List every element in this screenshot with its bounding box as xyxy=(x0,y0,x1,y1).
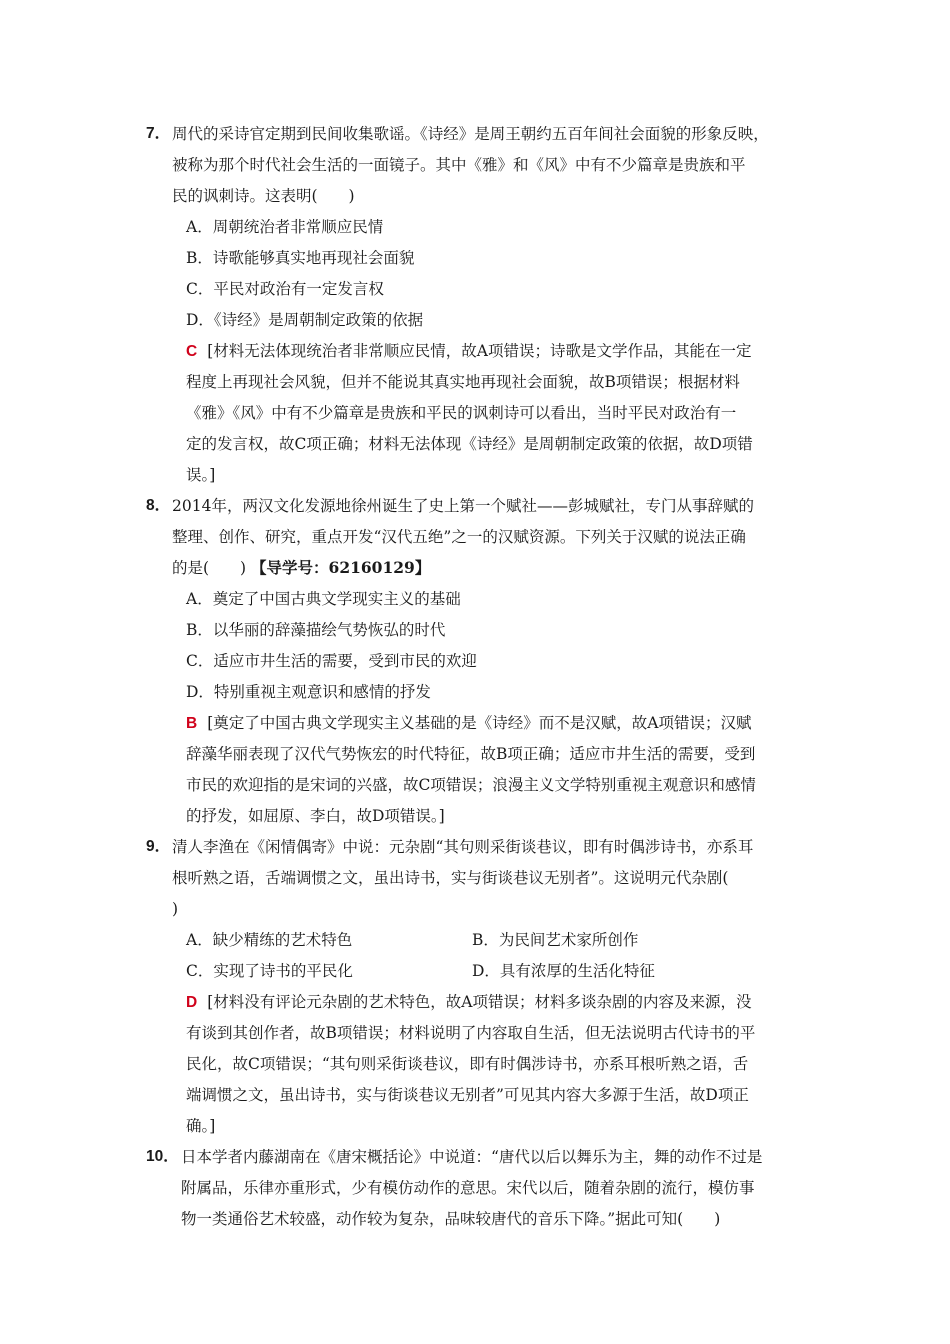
question-stem-line: 清人李渔在《闲情偶寄》中说：元杂剧“其句则采街谈巷议，即有时偶涉诗书，亦系耳 xyxy=(172,838,754,856)
question-stem-text: 的是( ) xyxy=(172,559,247,577)
question-stem-line: 根听熟之语，舌端调惯之文，虽出诗书，实与街谈巷议无别者”。这说明元代杂剧( xyxy=(172,869,729,887)
option-c: C．平民对政治有一定发言权 xyxy=(186,280,384,298)
answer-letter: D xyxy=(186,994,198,1011)
question-stem-line: 2014年，两汉文化发源地徐州诞生了史上第一个赋社——彭城赋社，专门从事辞赋的 xyxy=(172,497,754,515)
option-b: B．为民间艺术家所创作 xyxy=(472,931,639,949)
option-b: B．以华丽的辞藻描绘气势恢弘的时代 xyxy=(186,621,446,639)
answer-letter: C xyxy=(186,343,198,360)
explanation-line: 确。] xyxy=(186,1117,216,1135)
explanation-text: [材料没有评论元杂剧的艺术特色，故A项错误；材料多谈杂剧的内容及来源，没 xyxy=(207,993,752,1011)
question-stem-line: 被称为那个时代社会生活的一面镜子。其中《雅》和《风》中有不少篇章是贵族和平 xyxy=(172,156,746,174)
option-a: A．周朝统治者非常顺应民情 xyxy=(186,218,384,236)
question-stem-line: 物一类通俗艺术较盛，动作较为复杂，品味较唐代的音乐下降。”据此可知( ) xyxy=(181,1210,721,1228)
explanation-line: 定的发言权，故C项正确；材料无法体现《诗经》是周朝制定政策的依据，故D项错 xyxy=(186,435,753,453)
question-stem-line: 附属品，乐律亦重形式，少有模仿动作的意思。宋代以后，随着杂剧的流行，模仿事 xyxy=(181,1179,755,1197)
option-d: D．特别重视主观意识和感情的抒发 xyxy=(186,683,431,701)
question-number: 8． xyxy=(146,497,171,514)
answer-letter: B xyxy=(186,715,198,732)
option-d: D．《诗经》是周朝制定政策的依据 xyxy=(186,311,424,329)
question-stem-line: ) xyxy=(172,900,179,918)
explanation-line-1 xyxy=(186,992,751,1013)
question-number: 10． xyxy=(146,1148,179,1165)
guide-code: 【导学号：62160129】 xyxy=(251,558,431,577)
option-a: A．缺少精练的艺术特色 xyxy=(186,931,353,949)
question-number: 9． xyxy=(146,838,171,855)
question-stem-line: 日本学者内藤湖南在《唐宋概括论》中说道：“唐代以后以舞乐为主，舞的动作不过是 xyxy=(181,1148,763,1166)
explanation-line: 《雅》《风》中有不少篇章是贵族和平民的讽刺诗可以看出，当时平民对政治有一 xyxy=(186,404,737,422)
explanation-line: 辞藻华丽表现了汉代气势恢宏的时代特征，故B项正确；适应市井生活的需要，受到 xyxy=(186,745,756,763)
explanation-text: [奠定了中国古典文学现实主义基础的是《诗经》而不是汉赋，故A项错误；汉赋 xyxy=(207,714,752,732)
option-b: B．诗歌能够真实地再现社会面貌 xyxy=(186,249,415,267)
explanation-text: [材料无法体现统治者非常顺应民情，故A项错误；诗歌是文学作品，其能在一定 xyxy=(207,342,752,360)
question-stem-line: 民的讽刺诗。这表明( ) xyxy=(172,187,355,205)
question-stem-line: 周代的采诗官定期到民间收集歌谣。《诗经》是周王朝约五百年间社会面貌的形象反映， xyxy=(172,125,769,143)
explanation-line: 的抒发，如屈原、李白，故D项错误。] xyxy=(186,807,445,825)
explanation-line: 市民的欢迎指的是宋词的兴盛，故C项错误；浪漫主义文学特别重视主观意识和感情 xyxy=(186,776,756,794)
option-c: C．实现了诗书的平民化 xyxy=(186,962,353,980)
explanation-line: 端调惯之文，虽出诗书，实与街谈巷议无别者”可见其内容大多源于生活，故D项正 xyxy=(186,1086,749,1104)
explanation-line-1 xyxy=(186,341,751,362)
explanation-line: 程度上再现社会风貌，但并不能说其真实地再现社会面貌，故B项错误；根据材料 xyxy=(186,373,740,391)
explanation-line: 有谈到其创作者，故B项错误；材料说明了内容取自生活，但无法说明古代诗书的平 xyxy=(186,1024,756,1042)
question-stem-line: 整理、创作、研究，重点开发“汉代五绝”之一的汉赋资源。下列关于汉赋的说法正确 xyxy=(172,528,746,546)
explanation-line: 误。] xyxy=(186,466,216,484)
option-a: A．奠定了中国古典文学现实主义的基础 xyxy=(186,590,461,608)
question-number: 7． xyxy=(146,125,171,142)
option-c: C．适应市井生活的需要，受到市民的欢迎 xyxy=(186,652,477,670)
explanation-line: 民化，故C项错误；“其句则采街谈巷议，即有时偶涉诗书，亦系耳根听熟之语，舌 xyxy=(186,1055,749,1073)
explanation-line-1 xyxy=(186,713,751,734)
question-stem-line-3 xyxy=(172,558,430,578)
option-d: D．具有浓厚的生活化特征 xyxy=(472,962,655,980)
